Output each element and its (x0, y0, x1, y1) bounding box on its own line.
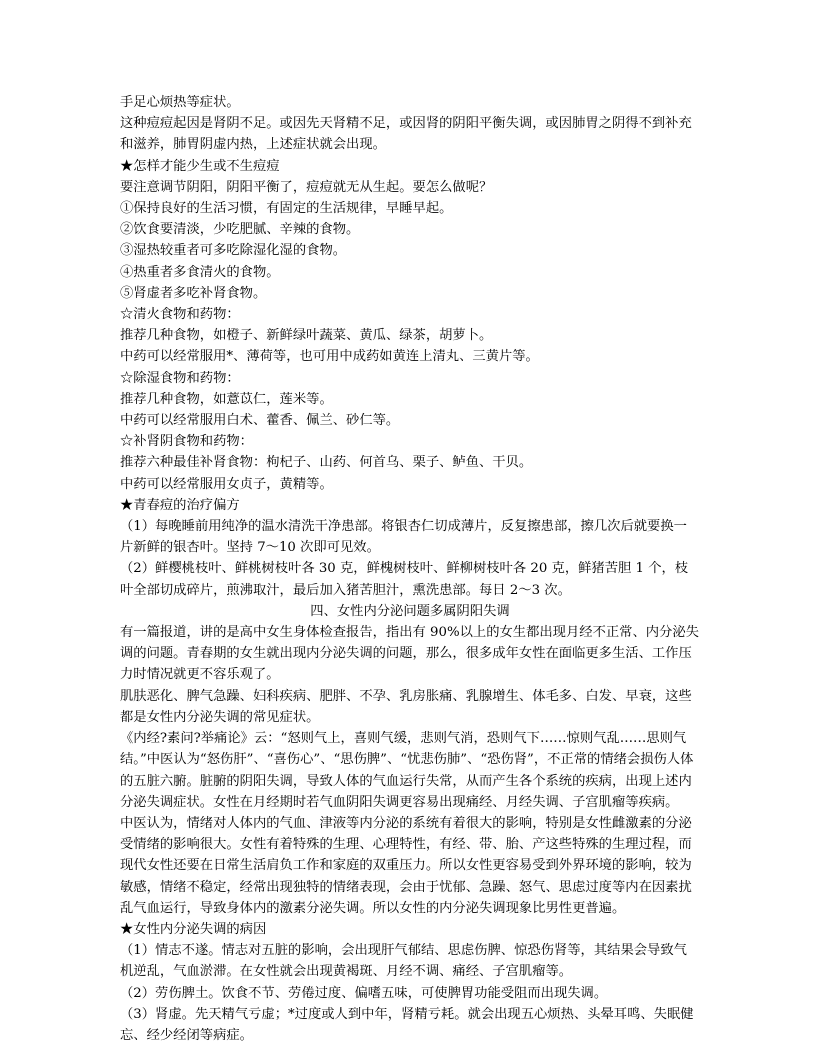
paragraph-neijing: 《内经?素问?举痛论》云：“怒则气上，喜则气缓，悲则气消，恐则气下……惊则气乱……思则气结。”中医认为“怒伤肝”、“喜伤心”、“思伤脾”、“忧悲伤肺”、“恐伤肾”，不正常的情绪会损伤人体的五脏六腑。脏腑的阴阳失调，导致人体的气血运行失常，从而产生各个系统的疾病，出现上述内分泌失调症状。女性在月经期时若气血阴阳失调更容易出现痛经、月经失调、子宫肌瘤等疾病。 (120, 731, 694, 810)
heading-causes: ★女性内分泌失调的病因 (120, 921, 267, 937)
paragraph-dampness-foods: 推荐几种食物，如薏苡仁，莲米等。 (120, 391, 333, 407)
section-title: 四、女性内分泌问题多属阴阳失调 (310, 603, 510, 619)
list-item-heat: ④热重者多食清火的食物。 (120, 264, 280, 280)
document-page (120, 92, 700, 1046)
heading-remedies: ★青春痘的治疗偏方 (120, 497, 240, 513)
subheading-kidney-yin: ☆补肾阴食物和药物： (120, 434, 253, 450)
paragraph-tcm-emotions: 中医认为，情绪对人体内的气血、津液等内分泌的系统有着很大的影响，特别是女性雌激素的分泌受情绪的影响很大。女性有着特殊的生理、心理特性，有经、带、胎、产这些特殊的生理过程，而现代女性还要在日常生活肩负工作和家庭的双重压力。所以女性更容易受到外界环境的影响，较为敏感，情绪不稳定，经常出现独特的情绪表现，会由于忧郁、急躁、怒气、思虑过度等内在因素扰乱气血运行，导致身体内的激素分泌失调。所以女性的内分泌失调现象比男性更普遍。 (120, 815, 692, 916)
paragraph-symptoms: 肌肤恶化、脾气急躁、妇科疾病、肥胖、不孕、乳房胀痛、乳腺增生、体毛多、白发、早衰，这些都是女性内分泌失调的常见症状。 (120, 688, 692, 725)
subheading-clear-heat: ☆清火食物和药物： (120, 307, 240, 323)
list-item-diet: ②饮食要清淡，少吃肥腻、辛辣的食物。 (120, 222, 360, 238)
paragraph-remedy-2: （2）鲜樱桃枝叶、鲜桃树枝叶各 30 克，鲜槐树枝叶、鲜柳树枝叶各 20 克，鲜猪苦胆 1 个，枝叶全部切成碎片，煎沸取汁，最后加入猪苦胆汁，熏洗患部。每日 2～3 次。 (120, 561, 689, 598)
paragraph-symptom-end: 手足心烦热等症状。 (120, 95, 240, 110)
heading-prevention: ★怎样才能少生或不生痘痘 (120, 158, 280, 174)
subheading-dampness: ☆除湿食物和药物： (120, 370, 240, 386)
paragraph-dampness-herbs: 中药可以经常服用白术、藿香、佩兰、砂仁等。 (120, 413, 400, 429)
paragraph-cause: 这种痘痘起因是肾阴不足。或因先天肾精不足，或因肾的阴阳平衡失调，或因肺胃之阴得不到补充和滋养，肺胃阴虚内热，上述症状就会出现。 (120, 116, 692, 153)
list-item-dampness: ③湿热较重者可多吃除湿化湿的食物。 (120, 243, 347, 259)
paragraph-kidney-foods: 推荐六种最佳补肾食物：枸杞子、山药、何首乌、栗子、鲈鱼、干贝。 (120, 455, 533, 471)
paragraph-clear-heat-foods: 推荐几种食物，如橙子、新鲜绿叶蔬菜、黄瓜、绿茶，胡萝卜。 (120, 328, 493, 344)
paragraph-balance: 要注意调节阴阳，阴阳平衡了，痘痘就无从生起。要怎么做呢？ (120, 179, 493, 195)
list-item-kidney: ⑤肾虚者多吃补肾食物。 (120, 285, 267, 301)
paragraph-cause-3: （3）肾虚。先天精气亏虚；*过度或人到中年，肾精亏耗。就会出现五心烦热、头晕耳鸣、失眠健忘、经少经闭等病症。 (120, 1006, 694, 1043)
paragraph-cause-1: （1）情志不遂。情志对五脏的影响，会出现肝气郁结、思虑伤脾、惊恐伤肾等，其结果会导致气机逆乱，气血淤滞。在女性就会出现黄褐斑、月经不调、痛经、子宫肌瘤等。 (120, 943, 687, 980)
paragraph-kidney-herbs: 中药可以经常服用女贞子，黄精等。 (120, 476, 333, 492)
paragraph-cause-2: （2）劳伤脾土。饮食不节、劳倦过度、偏嗜五味，可使脾胃功能受阻而出现失调。 (120, 985, 608, 1001)
paragraph-remedy-1: （1）每晚睡前用纯净的温水清洗干净患部。将银杏仁切成薄片，反复擦患部，擦几次后就要换一片新鲜的银杏叶。坚持 7～10 次即可见效。 (120, 519, 687, 556)
list-item-habits: ①保持良好的生活习惯，有固定的生活规律，早睡早起。 (120, 201, 453, 217)
paragraph-clear-heat-herbs: 中药可以经常服用*、薄荷等，也可用中成药如黄连上清丸、三黄片等。 (120, 349, 539, 365)
paragraph-report: 有一篇报道，讲的是高中女生身体检查报告，指出有 90%以上的女生都出现月经不正常、内分泌失调的问题。青春期的女生就出现内分泌失调的问题，那么，很多成年女性在面临更多生活、工作压力时情况就更不容乐观了。 (120, 625, 699, 683)
